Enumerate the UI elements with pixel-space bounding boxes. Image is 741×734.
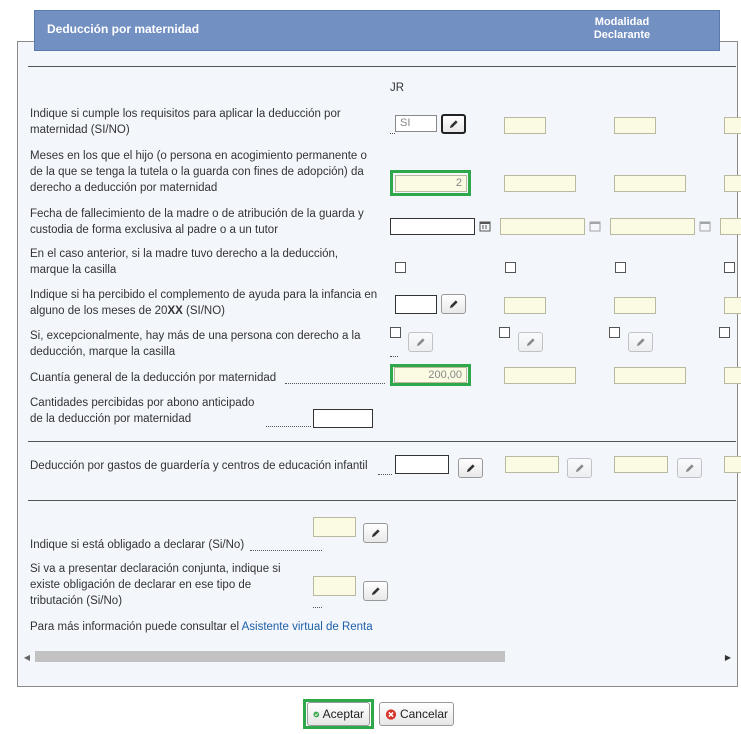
label-excepcional: Si, excepcionalmente, hay más de una persona con derecho a la deducción, marque la casilla bbox=[30, 330, 361, 358]
excepcional-checkbox-col4[interactable] bbox=[719, 327, 730, 338]
excepcional-checkbox-col2[interactable] bbox=[499, 327, 510, 338]
caso-anterior-checkbox-col2[interactable] bbox=[505, 262, 516, 273]
complemento-input-col2[interactable] bbox=[504, 297, 546, 314]
pencil-icon bbox=[415, 337, 426, 348]
column-code: JR bbox=[390, 82, 405, 94]
column-title-line2: Declarante bbox=[593, 29, 651, 41]
fecha-input-col4[interactable] bbox=[720, 218, 741, 235]
cancel-label: Cancelar bbox=[399, 707, 448, 721]
divider bbox=[28, 500, 736, 501]
divider bbox=[28, 441, 736, 442]
cancel-button[interactable] bbox=[379, 702, 454, 726]
column-title bbox=[590, 16, 654, 42]
edit-excepcional-button-col3[interactable] bbox=[628, 332, 653, 352]
dotted-leader bbox=[266, 426, 311, 427]
caso-anterior-checkbox-col3[interactable] bbox=[615, 262, 626, 273]
scroll-left-icon[interactable]: ◀ bbox=[23, 652, 31, 662]
calendar-icon[interactable] bbox=[698, 219, 712, 233]
complemento-input-col4[interactable] bbox=[724, 297, 741, 314]
dotted-leader bbox=[250, 550, 322, 551]
complemento-input[interactable] bbox=[395, 295, 437, 314]
pencil-icon bbox=[370, 528, 381, 539]
info-line bbox=[30, 619, 373, 635]
excepcional-checkbox-col3[interactable] bbox=[609, 327, 620, 338]
pencil-icon bbox=[684, 463, 695, 474]
obligado-input[interactable] bbox=[313, 517, 356, 537]
requisitos-input-col3[interactable] bbox=[614, 117, 656, 134]
caso-anterior-checkbox-col4[interactable] bbox=[724, 262, 735, 273]
divider bbox=[28, 66, 736, 67]
scrollbar-thumb[interactable] bbox=[35, 651, 505, 662]
dotted-leader bbox=[378, 474, 392, 475]
label-complemento-text: Indique si ha percibido el complemento de ayuda para la infancia en alguno de los meses de 20 bbox=[30, 289, 378, 317]
edit-complemento-button[interactable] bbox=[441, 294, 466, 314]
label-complemento bbox=[30, 287, 380, 319]
edit-obligado-button[interactable] bbox=[363, 523, 388, 543]
edit-excepcional-button-col2[interactable] bbox=[518, 332, 543, 352]
conjunta-input[interactable] bbox=[313, 576, 356, 596]
pencil-icon bbox=[370, 586, 381, 597]
requisitos-input-col4[interactable] bbox=[724, 117, 741, 134]
scroll-right-icon[interactable]: ▶ bbox=[724, 652, 732, 662]
column-title-line1: Modalidad bbox=[594, 16, 650, 28]
page-title: Deducción por maternidad bbox=[47, 22, 200, 36]
calendar-icon[interactable] bbox=[478, 219, 492, 233]
label-requisitos: Indique si cumple los requisitos para aplicar la deducción por maternidad (SI/NO) bbox=[30, 108, 341, 136]
fecha-input-col2[interactable] bbox=[500, 218, 585, 235]
pencil-icon bbox=[465, 463, 476, 474]
label-obligado: Indique si está obligado a declarar (Si/No) bbox=[30, 539, 245, 551]
dotted-leader bbox=[390, 356, 398, 357]
complemento-input-col3[interactable] bbox=[614, 297, 656, 314]
header-bar bbox=[34, 10, 720, 51]
cuantia-input[interactable]: 200,00 bbox=[394, 367, 467, 383]
requisitos-input-col2[interactable] bbox=[504, 117, 546, 134]
check-circle-icon bbox=[313, 708, 320, 721]
accept-button[interactable] bbox=[307, 702, 370, 726]
guarderia-input-col4[interactable] bbox=[724, 456, 741, 473]
label-guarderia: Deducción por gastos de guardería y centros de educación infantil bbox=[30, 460, 368, 472]
abono-input[interactable] bbox=[313, 409, 373, 428]
dotted-leader bbox=[390, 133, 395, 134]
edit-guarderia-button-col3[interactable] bbox=[677, 458, 702, 478]
edit-guarderia-button[interactable] bbox=[458, 458, 483, 478]
edit-excepcional-button[interactable] bbox=[408, 332, 433, 352]
requisitos-input[interactable]: SI bbox=[395, 115, 437, 132]
accept-label: Aceptar bbox=[322, 707, 364, 721]
edit-conjunta-button[interactable] bbox=[363, 581, 388, 601]
edit-requisitos-button[interactable] bbox=[441, 114, 466, 134]
calendar-icon[interactable] bbox=[588, 219, 602, 233]
label-caso-anterior: En el caso anterior, si la madre tuvo derecho a la deducción, marque la casilla bbox=[30, 248, 339, 276]
label-fecha: Fecha de fallecimiento de la madre o de atribución de la guarda y custodia de forma exclusiva al padre o a un tutor bbox=[30, 208, 364, 236]
cuantia-input-col4[interactable] bbox=[724, 367, 741, 384]
meses-input-col4[interactable] bbox=[724, 175, 741, 192]
guarderia-input-col2[interactable] bbox=[505, 456, 559, 473]
edit-guarderia-button-col2[interactable] bbox=[567, 458, 592, 478]
label-conjunta: Si va a presentar declaración conjunta, indique si existe obligación de declarar en ese tipo de tributación (Si/No) bbox=[30, 563, 281, 607]
label-abono-2: de la deducción por maternidad bbox=[30, 413, 192, 425]
label-complemento-year: XX bbox=[167, 305, 183, 317]
asistente-virtual-link[interactable]: Asistente virtual de Renta bbox=[241, 621, 373, 633]
guarderia-input-col3[interactable] bbox=[614, 456, 668, 473]
label-cuantia: Cuantía general de la deducción por maternidad bbox=[30, 372, 277, 384]
meses-input-col3[interactable] bbox=[614, 175, 686, 192]
dotted-leader bbox=[313, 607, 322, 608]
label-meses: Meses en los que el hijo (o persona en acogimiento permanente o de la que se tenga la tutela o la guarda con fines de adopción) da derecho a deducción por maternidad bbox=[30, 150, 367, 194]
pencil-icon bbox=[448, 299, 459, 310]
guarderia-input[interactable] bbox=[395, 455, 449, 474]
info-text: Para más información puede consultar el bbox=[30, 621, 242, 633]
dotted-leader bbox=[285, 383, 385, 384]
cuantia-input-col3[interactable] bbox=[614, 367, 686, 384]
fecha-input-col3[interactable] bbox=[610, 218, 695, 235]
pencil-icon bbox=[448, 119, 459, 130]
meses-input-col2[interactable] bbox=[504, 175, 576, 192]
horizontal-scrollbar[interactable] bbox=[22, 650, 735, 664]
fecha-input[interactable] bbox=[390, 218, 475, 235]
x-circle-icon bbox=[385, 708, 397, 721]
pencil-icon bbox=[574, 463, 585, 474]
excepcional-checkbox[interactable] bbox=[390, 327, 401, 338]
pencil-icon bbox=[525, 337, 536, 348]
caso-anterior-checkbox[interactable] bbox=[395, 262, 406, 273]
pencil-icon bbox=[635, 337, 646, 348]
label-abono-1: Cantidades percibidas por abono anticipado bbox=[30, 397, 255, 409]
cuantia-input-col2[interactable] bbox=[504, 367, 576, 384]
label-complemento-tail: (SI/NO) bbox=[182, 305, 225, 317]
meses-input[interactable]: 2 bbox=[395, 175, 467, 192]
